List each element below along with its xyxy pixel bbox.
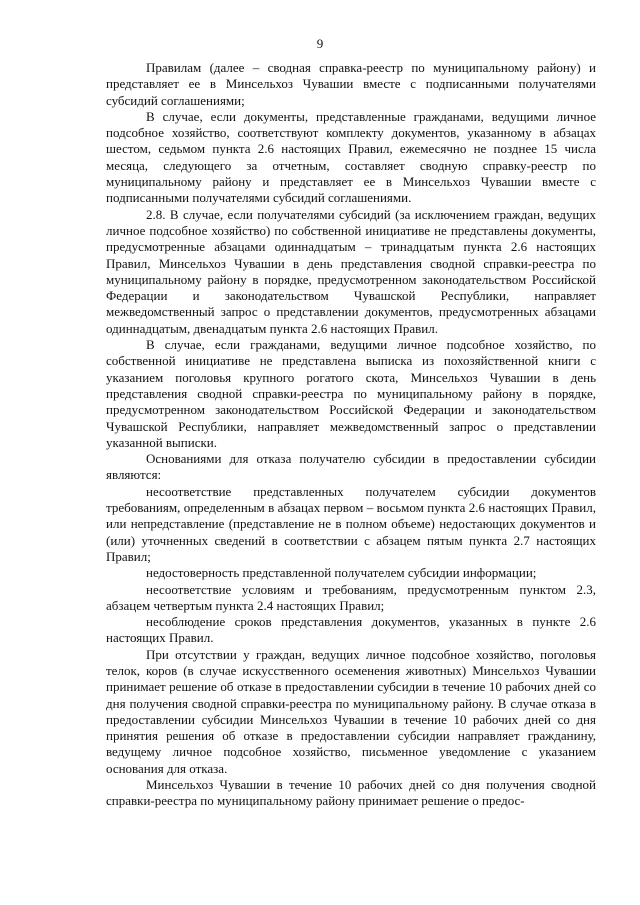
paragraph-continuation-report: Правилам (далее – сводная справка-реестр по муниципальному району) и представляет ее в Минсельхоз Чувашии вместе с подписанными получателями субсидий соглашениями; xyxy=(106,60,596,108)
paragraph-household-documents: В случае, если документы, представленные гражданами, ведущими личное подсобное хозяйство, соответствуют комплекту документов, указанному в абзацах шестом, седьмом пункта 2.6 настоящих Правил, ежемесячно не позднее 15 числа месяца, следующего за отчетным, составляет сводную справку-реестр по муниципальному району и представляет ее в Минсельхоз Чувашии вместе с подписанными получателями субсидий соглашениями. xyxy=(106,108,596,206)
paragraph-refusal-ground-conditions: несоответствие условиям и требованиям, предусмотренным пунктом 2.3, абзацем четвертым пункта 2.4 настоящих Правил; xyxy=(106,581,596,613)
paragraph-refusal-ground-noncompliance: несоответствие представленных получателем субсидии документов требованиям, определенным в абзацах первом – восьмом пункта 2.6 настоящих Правил, или непредставление (представление не в полном объеме) недостающих документов и (или) уточненных сведений в соответствии с абзацем пятым пункта 2.7 настоящих Правил; xyxy=(106,483,596,564)
paragraph-refusal-ground-false-info: недостоверность представленной получателем субсидии информации; xyxy=(146,565,537,581)
page-number: 9 xyxy=(316,36,324,51)
paragraph-decision-provision: Минсельхоз Чувашии в течение 10 рабочих дней со дня получения сводной справки-реестра по муниципальному району принимает решение о предос- xyxy=(106,777,596,809)
document-body xyxy=(106,60,596,810)
paragraph-2-8-interagency-request: 2.8. В случае, если получателями субсидий (за исключением граждан, ведущих личное подсобное хозяйство) по собственной инициативе не представлены документы, предусмотренные абзацами одиннадцатым – тринадцатым пункта 2.6 настоящих Правил, Минсельхоз Чувашии в день представления сводной справки-реестра по муниципальному району в порядке, предусмотренном законодательством Российской Федерации и законодательством Чувашской Республики, направляет межведомственный запрос о представлении документов, предусмотренных абзацами одиннадцатым, двенадцатым пункта 2.6 настоящих Правил. xyxy=(106,206,596,336)
paragraph-refusal-ground-deadlines: несоблюдение сроков представления документов, указанных в пункте 2.6 настоящих Правил. xyxy=(106,614,596,646)
paragraph-household-extract-request: В случае, если гражданами, ведущими личное подсобное хозяйство, по собственной инициативе не представлена выписка из похозяйственной книги с указанием поголовья крупного рогатого скота, Минсельхоз Чувашии в день представления сводной справки-реестра по муниципальному району в порядке, предусмотренном законодательством Российской Федерации и законодательством Чувашской Республики, направляет межведомственный запрос о представлении указанной выписки. xyxy=(106,337,596,450)
paragraph-no-livestock-refusal: При отсутствии у граждан, ведущих личное подсобное хозяйство, поголовья телок, коров (в случае искусственного осеменения животных) Минсельхоз Чувашии принимает решение об отказе в предоставлении субсидии в течение 10 рабочих дней со дня получения сводной справки-реестра по муниципальному району. В случае отказа в предоставлении субсидии Минсельхоз Чувашии в течение 10 рабочих дней со дня принятия решения об отказе в предоставлении субсидии направляет гражданину, ведущему личное подсобное хозяйство, письменное уведомление с указанием основания для отказа. xyxy=(106,646,596,776)
paragraph-refusal-grounds-intro: Основаниями для отказа получателю субсидии в предоставлении субсидии являются: xyxy=(106,451,596,483)
